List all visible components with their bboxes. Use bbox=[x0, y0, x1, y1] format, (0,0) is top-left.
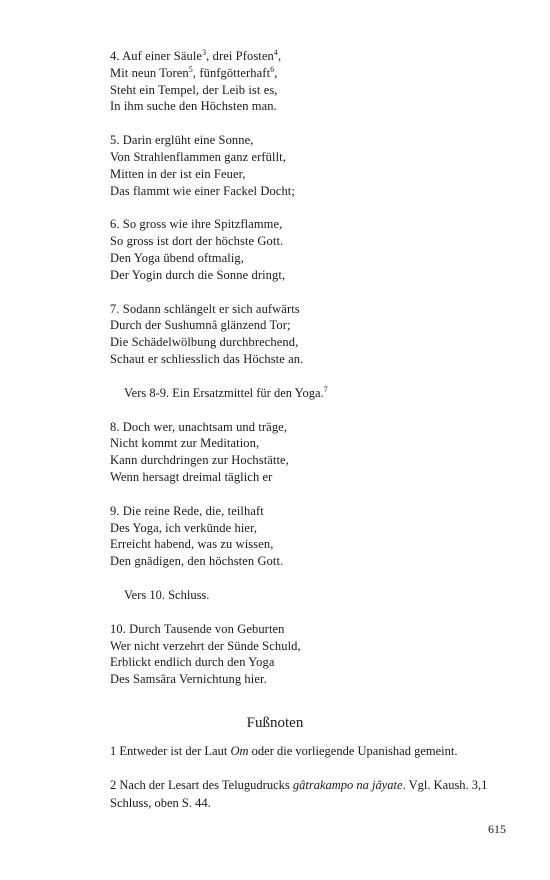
poem-body bbox=[110, 48, 510, 705]
verse-text: 8. Doch wer, unachtsam und träge, bbox=[110, 419, 288, 434]
verse-text: Von Strahlenflammen ganz erfüllt, bbox=[110, 149, 286, 164]
verse-text: Wer nicht verzehrt der Sünde Schuld, bbox=[110, 638, 301, 653]
verse-text: 9. Die reine Rede, die, teilhaft bbox=[110, 503, 264, 518]
verse-line bbox=[110, 520, 510, 537]
stanza-group-b bbox=[110, 419, 510, 570]
verse-text: Durch der Sushumnâ glänzend Tor; bbox=[110, 318, 291, 333]
verse-text: Den Yoga übend oftmalig, bbox=[110, 250, 244, 265]
stanza bbox=[110, 621, 510, 688]
verse-line bbox=[110, 334, 510, 351]
verse-line bbox=[110, 166, 510, 183]
section-heading-text: Vers 8-9. Ein Ersatzmittel für den Yoga. bbox=[124, 385, 324, 400]
verse-line bbox=[110, 452, 510, 469]
verse-line bbox=[110, 435, 510, 452]
section-heading-text: Vers 10. Schluss. bbox=[124, 587, 210, 602]
verse-text: Der Yogin durch die Sonne dringt, bbox=[110, 267, 286, 282]
verse-text: , drei Pfosten bbox=[206, 49, 274, 63]
verse-text: Wenn hersagt dreimal täglich er bbox=[110, 469, 273, 484]
verse-text: 4. Auf einer Säule bbox=[110, 49, 203, 63]
footnote-1-text-a: 1 Entweder ist der Laut bbox=[110, 744, 231, 758]
verse-text: Mit neun Toren bbox=[110, 65, 189, 80]
footnote-2-emphasis: gâtrakampo na jâyate bbox=[292, 778, 403, 792]
verse-line bbox=[110, 638, 510, 655]
footnote-marker[interactable]: 6 bbox=[270, 64, 275, 74]
verse-text: So gross ist dort der höchste Gott. bbox=[110, 234, 284, 249]
verse-line bbox=[110, 671, 510, 688]
verse-text: Erblickt endlich durch den Yoga bbox=[110, 655, 275, 670]
verse-text: , fünfgötterhaft bbox=[192, 65, 271, 80]
verse-text: In ihm suche den Höchsten man. bbox=[110, 99, 277, 114]
verse-line bbox=[110, 183, 510, 200]
verse-text: , bbox=[278, 49, 282, 63]
verse-text: Nicht kommt zur Meditation, bbox=[110, 436, 260, 451]
verse-line bbox=[110, 654, 510, 671]
verse-line bbox=[110, 469, 510, 486]
verse-line bbox=[110, 351, 510, 368]
stanza bbox=[110, 419, 510, 486]
verse-line bbox=[110, 301, 510, 318]
verse-text: Die Schädelwölbung durchbrechend, bbox=[110, 335, 299, 350]
verse-line bbox=[110, 98, 510, 115]
footnotes-title: Fußnoten bbox=[246, 715, 304, 731]
verse-line bbox=[110, 267, 510, 284]
verse-text: Erreicht habend, was zu wissen, bbox=[110, 537, 274, 552]
verse-line bbox=[110, 503, 510, 520]
verse-line bbox=[110, 536, 510, 553]
footnote-1-text-b: oder die vorliegende Upanishad gemeint. bbox=[248, 744, 458, 758]
verse-line bbox=[110, 419, 510, 436]
verse-text: 5. Darin erglüht eine Sonne, bbox=[110, 133, 254, 148]
stanza-group-a bbox=[110, 48, 510, 368]
stanza bbox=[110, 503, 510, 570]
verse-text: Schaut er schliesslich das Höchste an. bbox=[110, 351, 304, 366]
verse-text: 10. Durch Tausende von Geburten bbox=[110, 621, 285, 636]
verse-line bbox=[110, 65, 510, 82]
verse-text: Des Yoga, ich verkünde hier, bbox=[110, 520, 258, 535]
footnote-marker[interactable]: 3 bbox=[202, 48, 207, 57]
footnote-2 bbox=[110, 776, 515, 812]
stanza bbox=[110, 132, 510, 199]
footnote-1-emphasis: Om bbox=[230, 744, 249, 758]
verse-line bbox=[110, 48, 510, 65]
verse-text: Mitten in der ist ein Feuer, bbox=[110, 166, 246, 181]
verse-text: Des Samsâra Vernichtung hier. bbox=[110, 672, 267, 687]
footnote-1 bbox=[110, 742, 515, 760]
verse-line bbox=[110, 82, 510, 99]
footnote-2-text-a: 2 Nach der Lesart des Telugudrucks bbox=[110, 778, 293, 792]
page-number: 615 bbox=[488, 822, 506, 836]
verse-line bbox=[110, 250, 510, 267]
stanza bbox=[110, 301, 510, 368]
verse-line bbox=[110, 317, 510, 334]
verse-text: Kann durchdringen zur Hochstätte, bbox=[110, 453, 289, 468]
verse-text: Den gnädigen, den höchsten Gott. bbox=[110, 554, 284, 569]
section-heading-verse-8-9 bbox=[124, 385, 510, 402]
verse-line bbox=[110, 149, 510, 166]
verse-text: , bbox=[274, 65, 278, 80]
stanza bbox=[110, 216, 510, 283]
footnote-marker[interactable]: 7 bbox=[323, 384, 328, 394]
verse-line bbox=[110, 216, 510, 233]
footnote-marker[interactable]: 4 bbox=[273, 48, 278, 57]
verse-line bbox=[110, 132, 510, 149]
section-heading-verse-10 bbox=[124, 587, 510, 604]
footnote-2-text-b: . Vgl. Kaush. 3,1 Schluss, oben S. 44. bbox=[110, 778, 488, 810]
verse-line bbox=[110, 621, 510, 638]
verse-text: 7. Sodann schlängelt er sich aufwärts bbox=[110, 301, 300, 316]
verse-text: Das flammt wie einer Fackel Docht; bbox=[110, 183, 295, 198]
footnote-marker[interactable]: 5 bbox=[188, 64, 193, 74]
stanza-group-c bbox=[110, 621, 510, 688]
verse-line bbox=[110, 553, 510, 570]
verse-text: 6. So gross wie ihre Spitzflamme, bbox=[110, 217, 283, 232]
verse-line bbox=[110, 233, 510, 250]
stanza bbox=[110, 48, 510, 115]
verse-text: Steht ein Tempel, der Leib ist es, bbox=[110, 82, 278, 97]
